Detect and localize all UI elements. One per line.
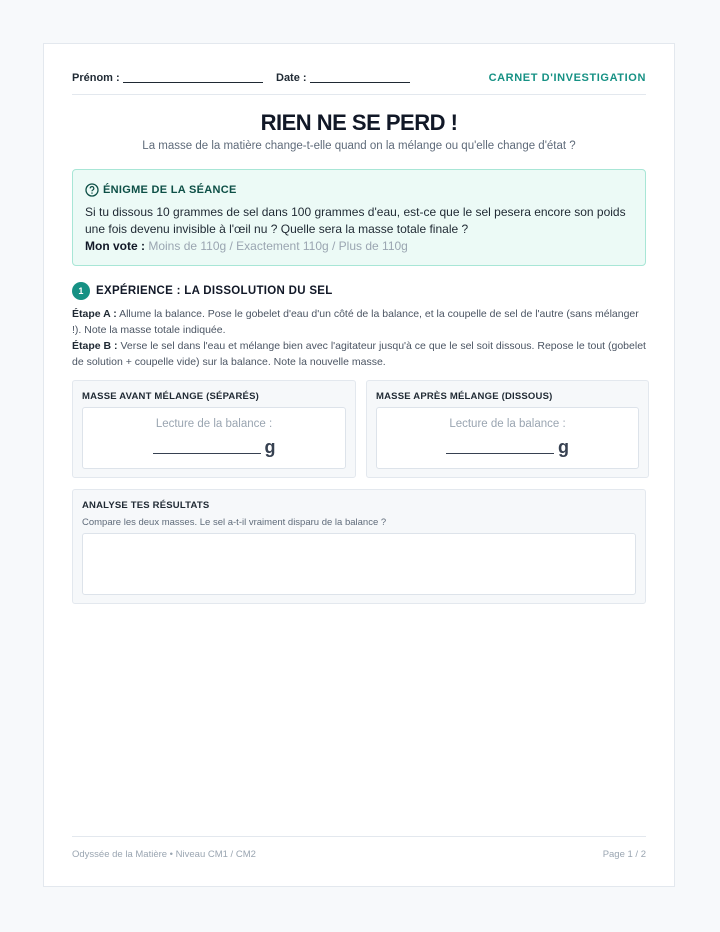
prenom-blank[interactable] [123,72,263,83]
mass-after-blank[interactable] [446,436,554,454]
mass-after-reading-label: Lecture de la balance : [449,418,566,430]
mass-before-reading[interactable] [82,407,346,469]
footer [72,836,646,867]
mass-before-title: MASSE AVANT MÉLANGE (SÉPARÉS) [82,391,259,402]
page-number: Page 1 / 2 [602,849,646,860]
mass-after-value[interactable] [377,436,638,458]
vote-options[interactable]: Moins de 110g / Exactement 110g / Plus de 110g [148,239,408,253]
page-title: RIEN NE SE PERD ! [260,110,458,135]
section-heading [72,282,333,300]
analysis-hint: Compare les deux masses. Le sel a-t-il vraiment disparu de la balance ? [82,517,387,528]
mass-before-reading-label: Lecture de la balance : [155,418,273,430]
worksheet-page [43,43,675,887]
analysis-title: ANALYSE TES RÉSULTATS [82,500,210,511]
enigme-box [72,169,646,266]
step-b-text: Verse le sel dans l'eau et mélange bien avec l'agitateur jusqu'à ce que le sel soit dissous. Repose le tout (gobelet de solution + coupelle vide) sur la balance. Note la nouvelle masse. [72,340,646,368]
mass-after-unit: g [558,437,569,457]
date-label: Date : [276,72,307,84]
vote-line [85,239,408,253]
enigme-heading-text: ÉNIGME DE LA SÉANCE [103,184,237,196]
brand-label: CARNET D'INVESTIGATION [488,72,646,84]
enigme-text: Si tu dissous 10 grammes de sel dans 100 grammes d'eau, est-ce que le sel pesera encore son poids une fois devenu invisible à l'œil nu ? Quelle sera la masse totale finale ? [85,205,626,236]
mass-after-title: MASSE APRÈS MÉLANGE (DISSOUS) [376,391,553,402]
date-blank[interactable] [310,72,410,83]
step-a-text: Allume la balance. Pose le gobelet d'eau d'un côté de la balance, et la coupelle de sel de l'autre (sans mélanger !). Note la masse totale indiquée. [72,308,639,336]
enigme-heading [85,183,237,197]
mass-after-reading[interactable] [376,407,639,469]
steps-text [72,306,646,370]
header [72,72,646,95]
mass-before-box [72,380,356,478]
prenom-label: Prénom : [72,72,120,84]
step-b-label: Étape B : [72,340,118,352]
footer-left: Odyssée de la Matière • Niveau CM1 / CM2 [72,849,256,860]
mass-after-box [366,380,649,478]
analysis-box [72,489,646,604]
vote-label: Mon vote : [85,239,145,253]
prenom-field[interactable] [72,72,263,84]
question-circle-icon [85,183,99,197]
step-b [72,338,646,370]
date-field[interactable] [276,72,410,84]
mass-before-unit: g [264,437,276,457]
step-a-label: Étape A : [72,308,117,320]
mass-before-blank[interactable] [153,436,261,454]
mass-before-value[interactable] [83,436,345,458]
section-number-badge: 1 [72,282,90,300]
page-subtitle: La masse de la matière change-t-elle quand on la mélange ou qu'elle change d'état ? [142,140,576,152]
step-a [72,306,646,338]
section-title: EXPÉRIENCE : LA DISSOLUTION DU SEL [96,285,333,298]
analysis-answer-area[interactable] [82,533,636,595]
